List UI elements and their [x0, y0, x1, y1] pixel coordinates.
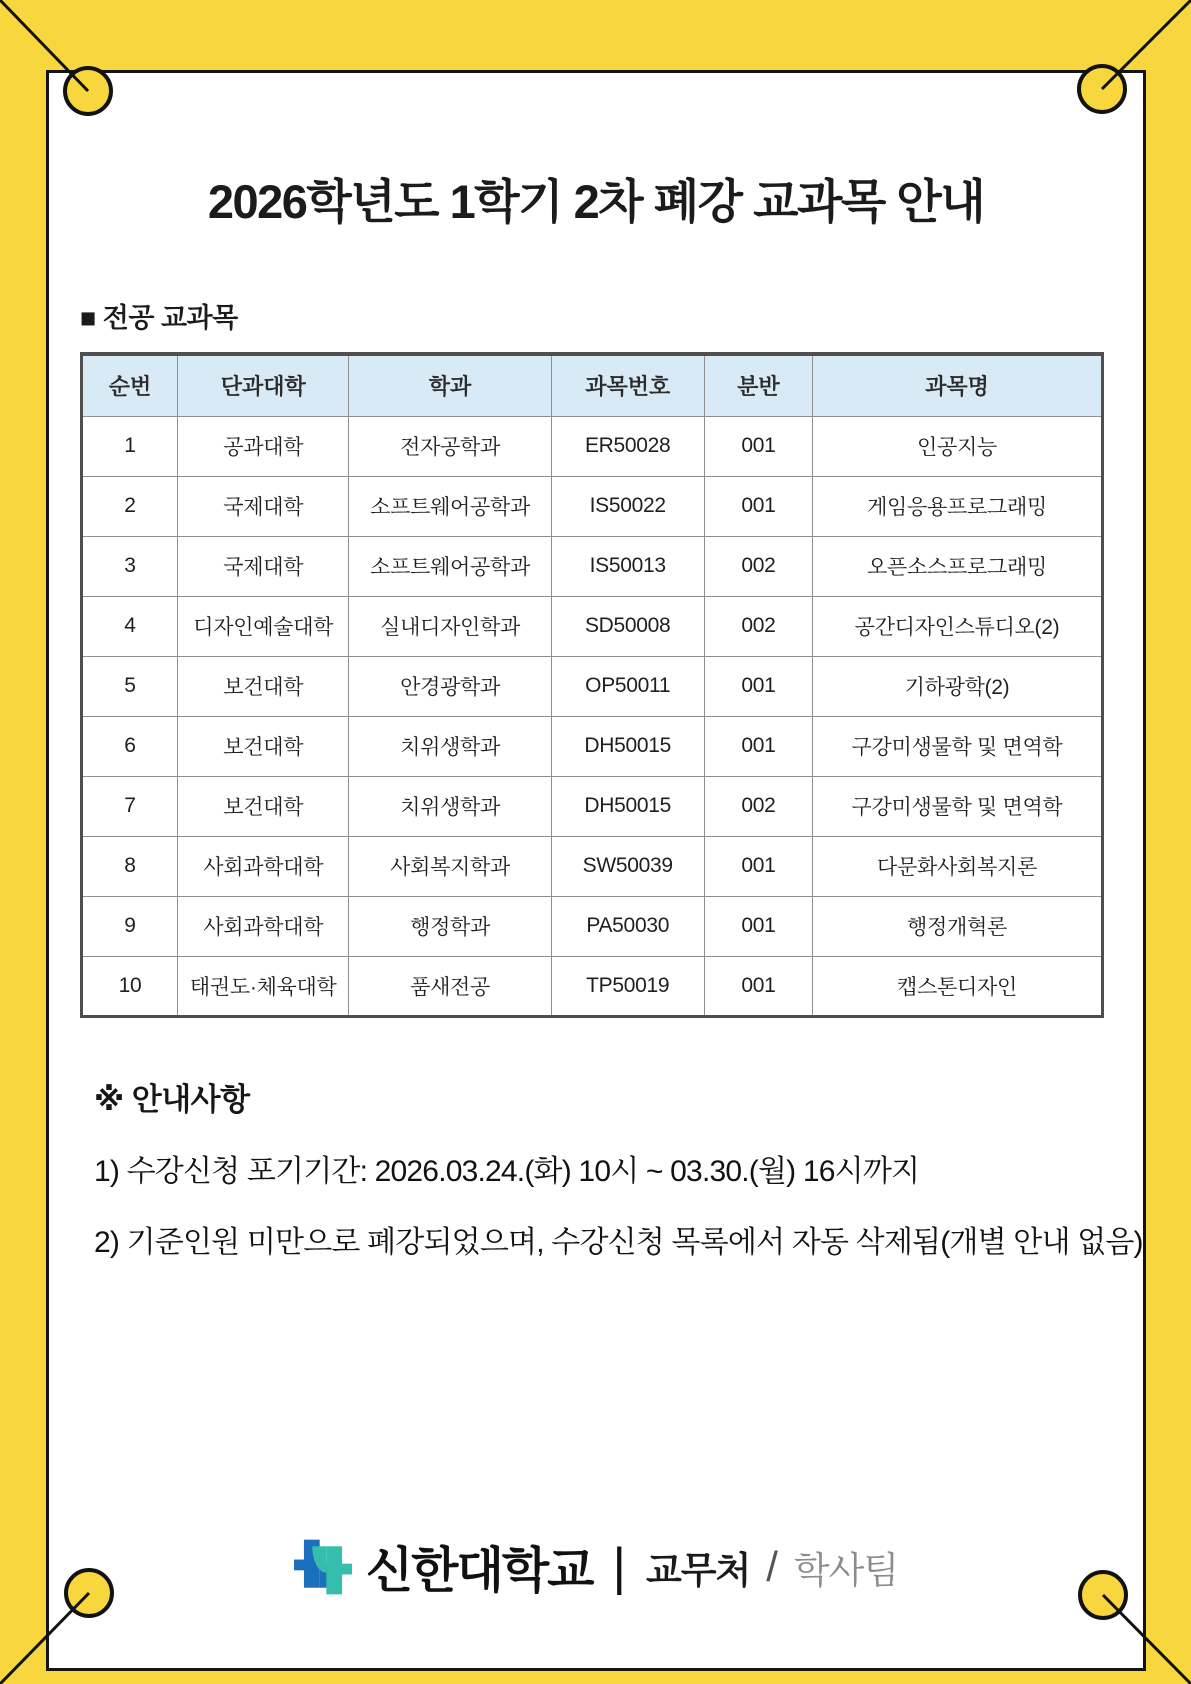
cell-course-name: 기하광학(2) — [813, 656, 1103, 716]
course-table-head — [82, 354, 1103, 416]
cell-course-code: SD50008 — [551, 596, 704, 656]
cell-course-code: SW50039 — [551, 836, 704, 896]
cell-department: 안경광학과 — [349, 656, 551, 716]
table-row — [82, 476, 1103, 536]
cell-course-name: 공간디자인스튜디오(2) — [813, 596, 1103, 656]
cell-no: 2 — [82, 476, 178, 536]
cell-department: 사회복지학과 — [349, 836, 551, 896]
page-title: 2026학년도 1학기 2차 폐강 교과목 안내 — [207, 175, 985, 228]
cell-course-code: OP50011 — [551, 656, 704, 716]
cell-no: 6 — [82, 716, 178, 776]
cell-class-section: 001 — [704, 656, 812, 716]
cell-course-code: PA50030 — [551, 896, 704, 956]
cell-no: 7 — [82, 776, 178, 836]
cell-course-name: 게임응용프로그래밍 — [813, 476, 1103, 536]
cell-course-name: 캡스톤디자인 — [813, 956, 1103, 1016]
university-name: 신한대학교 — [365, 1544, 593, 1598]
cell-college: 사회과학대학 — [177, 896, 349, 956]
cell-department: 치위생학과 — [349, 716, 551, 776]
table-row — [82, 836, 1103, 896]
cell-no: 1 — [82, 416, 178, 476]
course-table-header-row — [82, 354, 1103, 416]
cell-no: 5 — [82, 656, 178, 716]
cell-course-name: 다문화사회복지론 — [813, 836, 1103, 896]
cell-college: 사회과학대학 — [177, 836, 349, 896]
cell-college: 공과대학 — [177, 416, 349, 476]
column-header: 단과대학 — [177, 354, 349, 416]
cell-class-section: 001 — [704, 956, 812, 1016]
column-header: 과목명 — [813, 354, 1103, 416]
cell-class-section: 002 — [704, 536, 812, 596]
cell-department: 행정학과 — [349, 896, 551, 956]
table-row — [82, 596, 1103, 656]
cell-department: 소프트웨어공학과 — [349, 536, 551, 596]
cell-college: 국제대학 — [177, 476, 349, 536]
note-item: 2) 기준인원 미만으로 폐강되었으며, 수강신청 목록에서 자동 삭제됨(개별 안내 없음) — [94, 1225, 1143, 1259]
cell-no: 10 — [82, 956, 178, 1016]
cell-class-section: 002 — [704, 776, 812, 836]
cell-department: 품새전공 — [349, 956, 551, 1016]
office-name: 교무처 — [646, 1550, 751, 1591]
column-header: 분반 — [704, 354, 812, 416]
university-logo-icon — [294, 1534, 352, 1600]
cell-college: 보건대학 — [177, 716, 349, 776]
table-row — [82, 716, 1103, 776]
cell-college: 보건대학 — [177, 776, 349, 836]
cell-college: 디자인예술대학 — [177, 596, 349, 656]
cell-course-code: ER50028 — [551, 416, 704, 476]
course-table — [80, 352, 1104, 1018]
cell-course-code: IS50022 — [551, 476, 704, 536]
table-row — [82, 656, 1103, 716]
notes-title: ※ 안내사항 — [94, 1081, 250, 1117]
course-table-body — [82, 416, 1103, 1016]
cell-no: 3 — [82, 536, 178, 596]
notes-section — [94, 1074, 1143, 1261]
cell-class-section: 001 — [704, 416, 812, 476]
column-header: 순번 — [82, 354, 178, 416]
cell-class-section: 001 — [704, 836, 812, 896]
cell-course-name: 행정개혁론 — [813, 896, 1103, 956]
table-row — [82, 776, 1103, 836]
cell-department: 소프트웨어공학과 — [349, 476, 551, 536]
cell-no: 8 — [82, 836, 178, 896]
column-header: 학과 — [349, 354, 551, 416]
cell-class-section: 002 — [704, 596, 812, 656]
cell-no: 4 — [82, 596, 178, 656]
section-heading: ■ 전공 교과목 — [80, 303, 238, 333]
cell-course-code: TP50019 — [551, 956, 704, 1016]
table-row — [82, 956, 1103, 1016]
cell-course-name: 인공지능 — [813, 416, 1103, 476]
cell-course-code: IS50013 — [551, 536, 704, 596]
cell-department: 치위생학과 — [349, 776, 551, 836]
cell-college: 태권도·체육대학 — [177, 956, 349, 1016]
cell-college: 국제대학 — [177, 536, 349, 596]
cell-course-name: 오픈소스프로그래밍 — [813, 536, 1103, 596]
cell-course-name: 구강미생물학 및 면역학 — [813, 776, 1103, 836]
footer-divider: | — [612, 1538, 627, 1596]
table-row — [82, 536, 1103, 596]
note-item: 1) 수강신청 포기기간: 2026.03.24.(화) 10시 ~ 03.30.(월) 16시까지 — [94, 1154, 920, 1188]
cell-class-section: 001 — [704, 716, 812, 776]
cell-department: 전자공학과 — [349, 416, 551, 476]
cell-course-code: DH50015 — [551, 716, 704, 776]
footer-slash: / — [766, 1543, 778, 1590]
team-name: 학사팀 — [793, 1550, 899, 1591]
cell-no: 9 — [82, 896, 178, 956]
cell-course-name: 구강미생물학 및 면역학 — [813, 716, 1103, 776]
cell-class-section: 001 — [704, 896, 812, 956]
cell-class-section: 001 — [704, 476, 812, 536]
table-row — [82, 896, 1103, 956]
cell-department: 실내디자인학과 — [349, 596, 551, 656]
footer-brand — [49, 1532, 1143, 1602]
cell-course-code: DH50015 — [551, 776, 704, 836]
table-row — [82, 416, 1103, 476]
notice-page — [46, 70, 1146, 1671]
cell-college: 보건대학 — [177, 656, 349, 716]
column-header: 과목번호 — [551, 354, 704, 416]
